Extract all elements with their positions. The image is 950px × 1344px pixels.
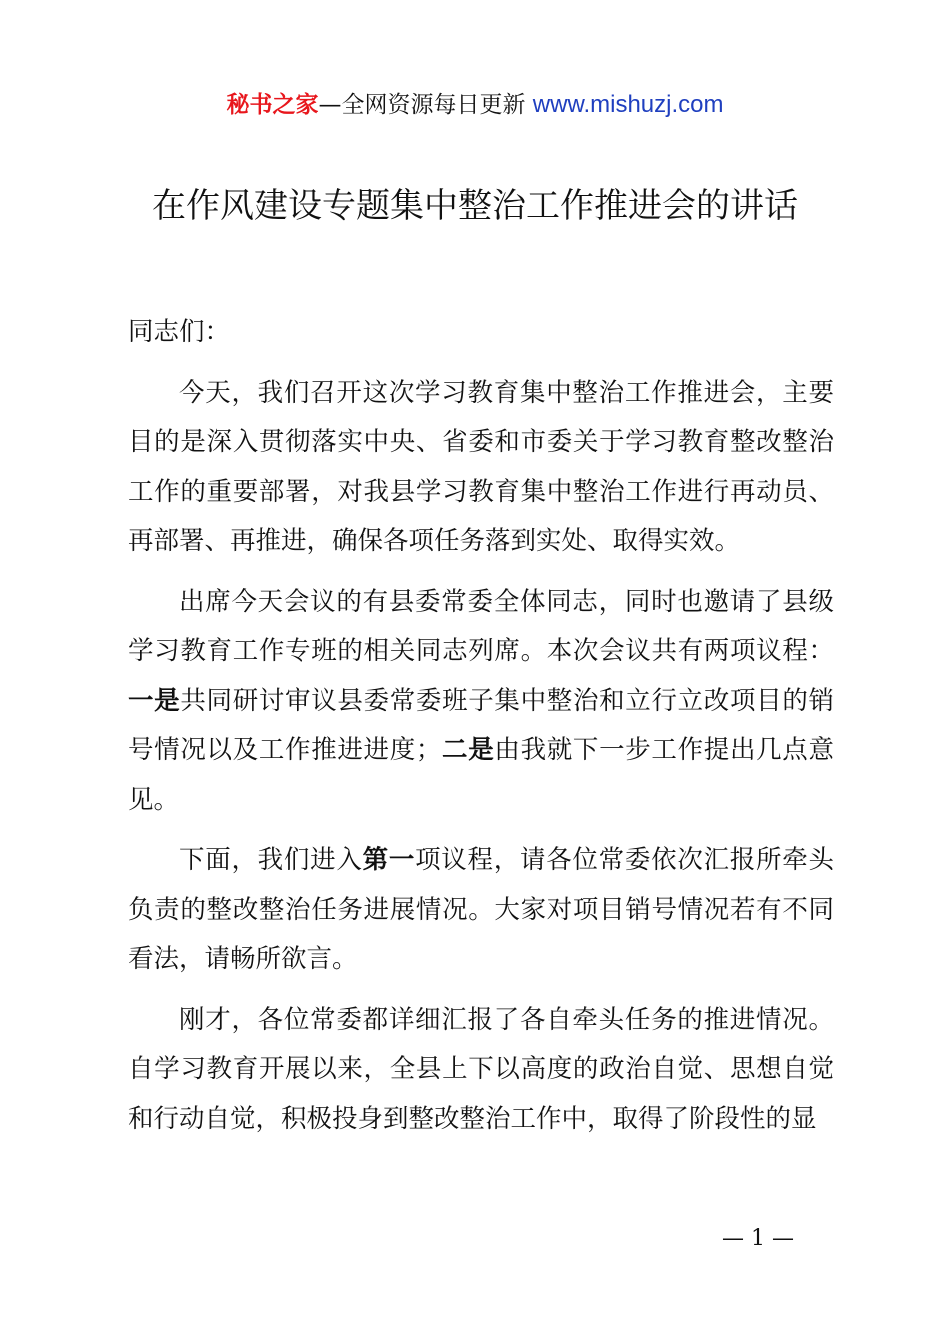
agenda-item-1-label: 一是 [128,685,181,716]
paragraph-3-before: 下面，我们进入 [179,845,363,875]
site-header [0,88,950,122]
brand-name: 秘书之家 [226,92,319,118]
paragraph-2 [128,578,834,826]
agenda-item-1-text: 共同研讨审议县委常委班子集中整治和立行立改项目的销号情况以及工作推进进度； [128,685,834,765]
document-title: 在作风建设专题集中整治工作推进会的讲话 [152,186,798,226]
paragraph-1: 今天，我们召开这次学习教育集中整治工作推进会，主要目的是深入贯彻落实中央、省委和市委关于学习教育整改整治工作的重要部署，对我县学习教育集中整治工作进行再动员、再部署、再推进，确保各项任务落到实处、取得实效。 [128,377,834,556]
paragraph-4: 刚才，各位常委都详细汇报了各自牵头任务的推进情况。自学习教育开展以来，全县上下以高度的政治自觉、思想自觉和行动自觉，积极投身到整改整治工作中，取得了阶段性的显 [128,1004,834,1134]
agenda-item-2-label: 二是 [441,735,495,765]
paragraph-2-intro: 出席今天会议的有县委常委全体同志，同时也邀请了县级学习教育工作专班的相关同志列席。本次会议共有两项议程： [128,586,834,666]
page-number: — 1 — [722,1226,794,1251]
greeting: 同志们： [128,317,231,347]
paragraph-3-after: 项议程，请各位常委依次汇报所牵头负责的整改整治任务进展情况。大家对项目销号情况若有不同看法，请畅所欲言。 [128,845,834,974]
agenda-item-2-text: 由我就下一步工作提出几点意见。 [128,735,834,815]
paragraph-3 [128,836,834,985]
paragraph-3-bold: 第一 [362,845,416,875]
site-url-link[interactable]: www.mishuzj.com [532,91,724,118]
document-body [128,308,834,1155]
header-tagline: —全网资源每日更新 [318,92,533,118]
